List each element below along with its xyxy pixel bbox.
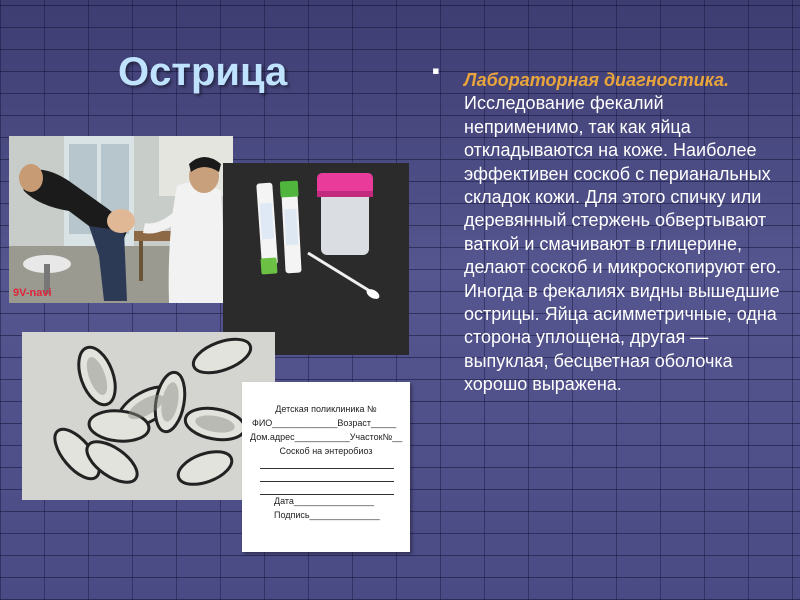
- referral-form: [242, 382, 410, 552]
- form-date-line: Дата________________: [274, 496, 375, 506]
- slide-body-text: [464, 69, 782, 397]
- photo-watermark: 9V-navi: [13, 287, 52, 299]
- form-blank-line: [260, 468, 394, 469]
- examination-photo: [9, 136, 233, 303]
- bullet-icon: ▪: [432, 58, 440, 83]
- microscopy-photo: [22, 332, 275, 500]
- body-paragraph: Исследование фекалий неприменимо, так как яйца откладываются на коже. Наиболее эффективен соскоб с перианальных складок кожи. Для этого спичку или деревянный стержень обвертывают ваткой и смачивают в глицерине, делают соскоб и микроскопируют его. Иногда в фекалиях видны вышедшие острицы. Яйца асимметричные, одна сторона уплощена, другая — выпуклая, бесцветная оболочка хорошо выражена.: [464, 93, 782, 395]
- form-blank-line: [260, 481, 394, 482]
- form-address-line: Дом.адрес___________Участок№__: [250, 432, 403, 442]
- form-name-line: ФИО_____________Возраст_____: [252, 418, 397, 428]
- lead-phrase: Лабораторная диагностика.: [464, 70, 729, 90]
- form-blank-line: [260, 494, 394, 495]
- form-clinic-line: Детская поликлиника №: [275, 404, 377, 414]
- slide-title: Острица: [118, 50, 288, 94]
- containers-photo: [223, 163, 409, 355]
- form-signature-line: Подпись______________: [274, 510, 380, 520]
- form-test-title: Соскоб на энтеробиоз: [279, 446, 373, 456]
